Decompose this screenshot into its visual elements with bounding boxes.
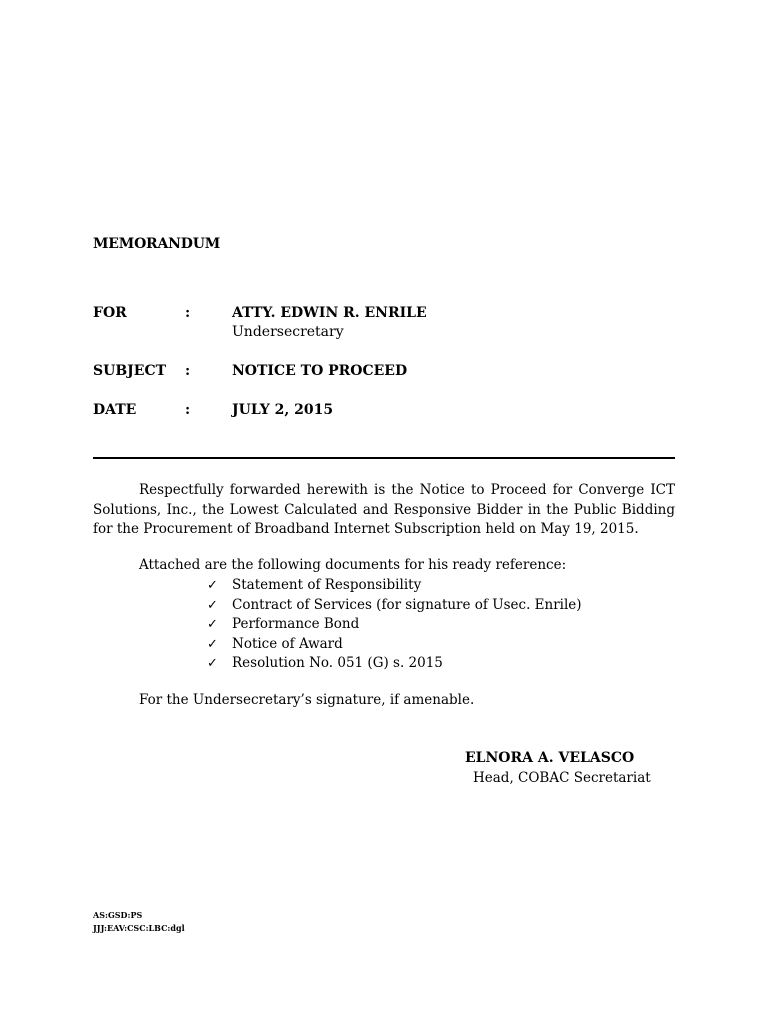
attachment-label: Statement of Responsibility bbox=[232, 577, 422, 593]
closing-line: For the Undersecretary’s signature, if amenable. bbox=[139, 692, 475, 708]
for-subvalue: Undersecretary bbox=[232, 324, 344, 340]
for-colon: : bbox=[185, 305, 191, 321]
subject-label: SUBJECT bbox=[93, 363, 167, 379]
for-label: FOR bbox=[93, 305, 127, 321]
attachment-label: Resolution No. 051 (G) s. 2015 bbox=[232, 655, 443, 671]
attachment-label: Performance Bond bbox=[232, 616, 360, 632]
date-label: DATE bbox=[93, 402, 137, 418]
checkmark-icon: ✓ bbox=[207, 636, 218, 652]
attachment-item bbox=[207, 596, 582, 616]
attachment-item bbox=[207, 615, 582, 635]
attachment-label: Contract of Services (for signature of Usec. Enrile) bbox=[232, 596, 582, 613]
checkmark-icon: ✓ bbox=[207, 597, 218, 613]
subject-value: NOTICE TO PROCEED bbox=[232, 363, 408, 379]
for-value: ATTY. EDWIN R. ENRILE bbox=[232, 305, 427, 321]
date-value: JULY 2, 2015 bbox=[232, 402, 334, 418]
attachment-item bbox=[207, 654, 582, 674]
attachment-item bbox=[207, 576, 582, 596]
date-colon: : bbox=[185, 402, 191, 418]
body-paragraph: Respectfully forwarded herewith is the Notice to Proceed for Converge ICT Solutions, Inc., the Lowest Calculated and Responsive Bidder in the Public Bidding for the Procurement of Broadband Internet Subscription held on May 19, 2015. bbox=[93, 482, 675, 537]
attachments-intro: Attached are the following documents for his ready reference: bbox=[139, 557, 567, 573]
reference-initials-line1: AS:GSD:PS bbox=[93, 910, 143, 920]
memo-title: MEMORANDUM bbox=[93, 236, 221, 252]
checkmark-icon: ✓ bbox=[207, 617, 218, 632]
reference-initials-line2: JJJ:EAV:CSC:LBC:dgl bbox=[93, 923, 185, 933]
attachment-item bbox=[207, 635, 582, 655]
attachments-list bbox=[207, 576, 582, 674]
signatory-name: ELNORA A. VELASCO bbox=[465, 750, 635, 766]
checkmark-icon: ✓ bbox=[207, 656, 218, 671]
subject-colon: : bbox=[185, 363, 191, 379]
attachment-label: Notice of Award bbox=[232, 635, 343, 652]
checkmark-icon: ✓ bbox=[207, 578, 218, 593]
signatory-title: Head, COBAC Secretariat bbox=[473, 770, 651, 786]
header-divider bbox=[93, 457, 675, 459]
